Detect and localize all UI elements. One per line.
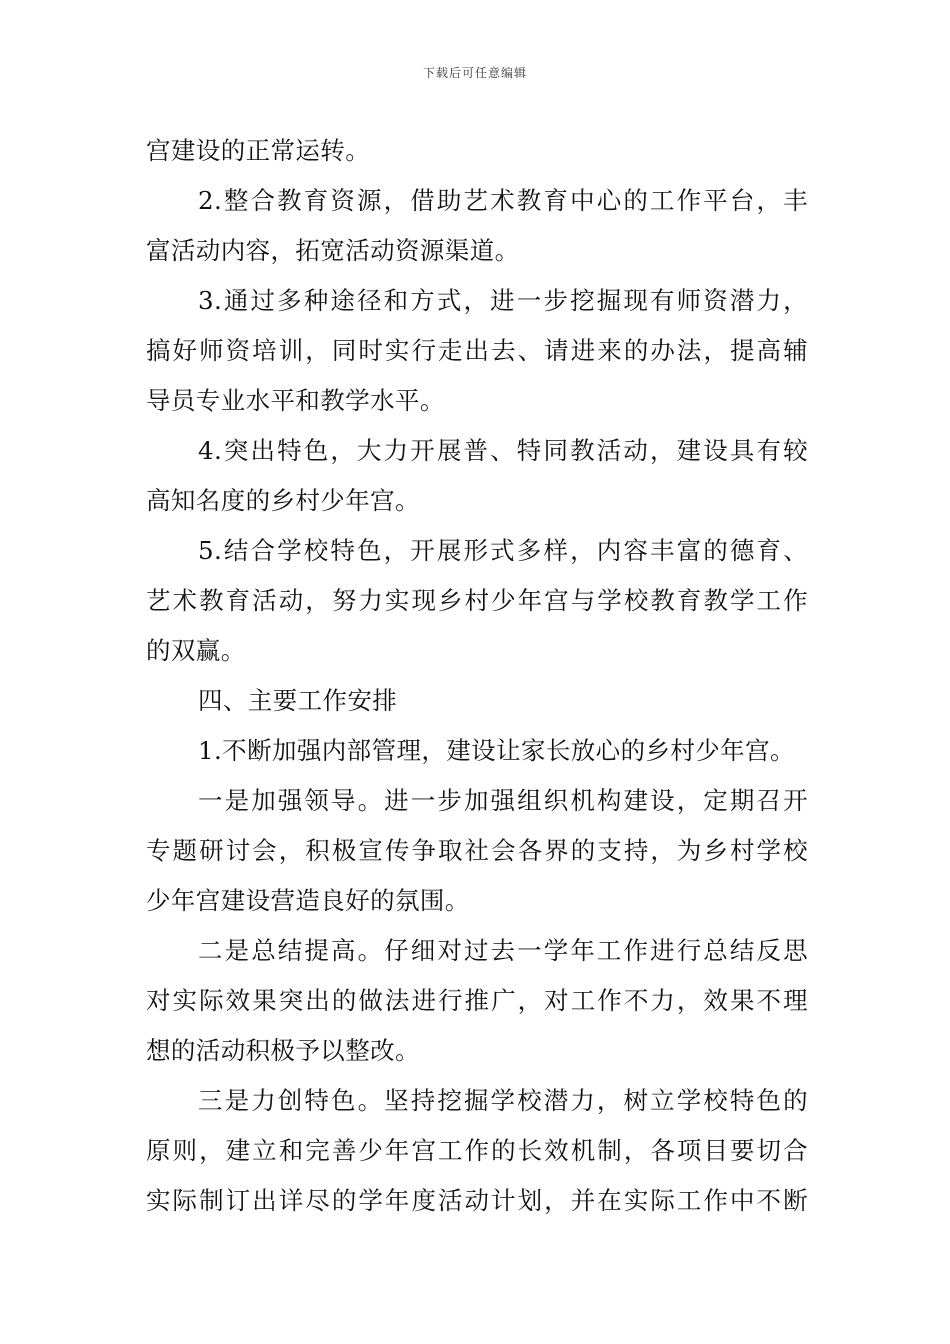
page-header: 下载后可任意编辑 [422,66,527,80]
text-line: 实际制订出详尽的学年度活动计划，并在实际工作中不断 [146,1186,808,1215]
text-line: 艺术教育活动，努力实现乡村少年宫与学校教育教学工作 [146,586,808,615]
text-line: 4.突出特色，大力开展普、特同教活动，建设具有较 [198,436,808,465]
text-line: 一是加强领导。进一步加强组织机构建设，定期召开 [198,786,808,815]
text-line: 2.整合教育资源，借助艺术教育中心的工作平台，丰 [198,186,808,215]
text-line: 搞好师资培训，同时实行走出去、请进来的办法，提高辅 [146,336,808,365]
text-line: 二是总结提高。仔细对过去一学年工作进行总结反思 [198,936,808,965]
text-line: 3.通过多种途径和方式，进一步挖掘现有师资潜力， [198,286,808,315]
document-body [146,126,808,1226]
text-line: 想的活动积极予以整改。 [146,1036,420,1065]
text-line: 四、主要工作安排 [198,686,398,715]
text-line: 5.结合学校特色，开展形式多样，内容丰富的德育、 [198,536,808,565]
text-line: 专题研讨会，积极宣传争取社会各界的支持，为乡村学校 [146,836,808,865]
text-line: 原则，建立和完善少年宫工作的长效机制，各项目要切合 [146,1136,808,1165]
text-line: 的双赢。 [146,636,246,665]
text-line: 1.不断加强内部管理，建设让家长放心的乡村少年宫。 [198,736,795,765]
text-line: 导员专业水平和教学水平。 [146,386,445,415]
text-line: 高知名度的乡村少年宫。 [146,486,420,515]
text-line: 三是力创特色。坚持挖掘学校潜力，树立学校特色的 [198,1086,808,1115]
text-line: 宫建设的正常运转。 [146,136,371,165]
text-line: 少年宫建设营造良好的氛围。 [146,886,470,915]
text-line: 对实际效果突出的做法进行推广，对工作不力，效果不理 [146,986,808,1015]
text-line: 富活动内容，拓宽活动资源渠道。 [146,236,520,265]
